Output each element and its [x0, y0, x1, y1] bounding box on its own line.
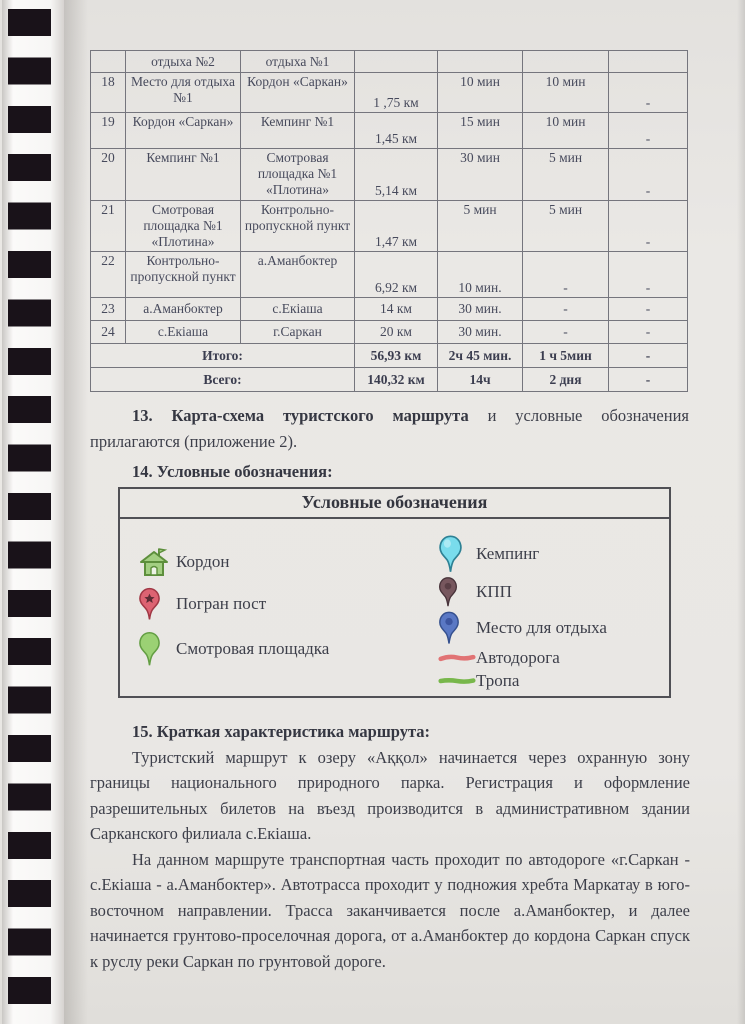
section-15 — [90, 719, 690, 974]
table-total-cell-note: - — [609, 344, 688, 368]
scan-edge-shadow — [737, 0, 745, 1024]
paragraph-15-2: На данном маршруте транспортная часть проходит по автодороге «г.Саркан - с.Екіаша - а.Аманбоктер». Автотрасса проходит у подножия хребта Маркатау в юго-восточном направлении. Трасса заканчивается после а.Аманбоктер, и далее начинается грунтово-проселочная дорога, от а.Аманбоктер до кордона Саркан спуск к руслу реки Саркан по грунтовой дороге. — [90, 849, 690, 971]
table-total-cell-t1: 2ч 45 мин. — [438, 344, 523, 368]
table-cell-to: Кемпинг №1 — [241, 113, 355, 149]
table-cell-note: - — [609, 201, 688, 252]
table-cell-t2: - — [523, 252, 609, 298]
table-total-label: Итого: — [91, 344, 355, 368]
paragraph-15-1: Туристский маршрут к озеру «Аққол» начинается через охранную зону границы национального природного парка. Регистрация и оформление разрешительных билетов на въезд производится в административном здании Сарканского филиала с.Екіаша. — [90, 747, 690, 843]
table-cell-num: 18 — [91, 73, 126, 113]
legend-item-road — [432, 648, 661, 668]
rest-area-pin-icon — [432, 611, 476, 645]
legend-item-trail — [432, 671, 661, 691]
legend-label: Автодорога — [476, 648, 560, 667]
table-cell-dist: 20 км — [355, 321, 438, 344]
table-cell-num — [91, 51, 126, 73]
table-total-cell-t2: 1 ч 5мин — [523, 344, 609, 368]
legend-item-viewpoint — [132, 631, 432, 667]
table-row — [91, 321, 688, 344]
table-cell-t1 — [438, 51, 523, 73]
legend-label: Погран пост — [176, 594, 267, 613]
table-cell-note — [609, 51, 688, 73]
table-cell-to: Смотровая площадка №1 «Плотина» — [241, 149, 355, 201]
table-row — [91, 113, 688, 149]
checkpoint-pin-icon — [432, 576, 476, 608]
table-cell-from: Кордон «Саркан» — [126, 113, 241, 149]
table-total-cell-note: - — [609, 368, 688, 392]
table-cell-from: Контрольно-пропускной пункт — [126, 252, 241, 298]
route-table-body — [91, 51, 688, 392]
legend-label: Смотровая площадка — [176, 639, 330, 658]
table-cell-t2: - — [523, 321, 609, 344]
legend-label: Место для отдыха — [476, 618, 607, 637]
table-cell-num: 23 — [91, 298, 126, 321]
border-post-pin-icon — [132, 587, 176, 621]
legend-body — [120, 519, 669, 694]
table-total-cell-dist: 140,32 км — [355, 368, 438, 392]
heading-15: 15. Краткая характеристика маршрута: — [132, 722, 431, 741]
legend-label: Кордон — [176, 552, 230, 571]
table-row — [91, 149, 688, 201]
table-cell-t1: 10 мин. — [438, 252, 523, 298]
table-cell-note: - — [609, 73, 688, 113]
table-total-row — [91, 368, 688, 392]
table-total-cell-t1: 14ч — [438, 368, 523, 392]
paragraph-13 — [90, 403, 689, 455]
table-row — [91, 298, 688, 321]
legend-left-column — [132, 535, 432, 694]
viewpoint-pin-icon — [132, 631, 176, 667]
table-cell-t2: 10 мин — [523, 73, 609, 113]
table-cell-t1: 10 мин — [438, 73, 523, 113]
table-total-cell-t2: 2 дня — [523, 368, 609, 392]
table-cell-note: - — [609, 321, 688, 344]
table-row — [91, 51, 688, 73]
table-cell-from: с.Екіаша — [126, 321, 241, 344]
table-cell-to: г.Саркан — [241, 321, 355, 344]
table-cell-num: 20 — [91, 149, 126, 201]
table-cell-dist: 1,45 км — [355, 113, 438, 149]
table-cell-t2: - — [523, 298, 609, 321]
table-total-label: Всего: — [91, 368, 355, 392]
kordon-house-icon — [132, 547, 176, 577]
table-cell-from: Место для отдыха №1 — [126, 73, 241, 113]
table-row — [91, 252, 688, 298]
table-cell-dist: 6,92 км — [355, 252, 438, 298]
legend-item-checkpoint — [432, 576, 661, 608]
table-cell-note: - — [609, 149, 688, 201]
table-cell-to: с.Екіаша — [241, 298, 355, 321]
binding-teeth — [8, 0, 51, 1024]
legend-label: КПП — [476, 582, 512, 601]
table-total-cell-dist: 56,93 км — [355, 344, 438, 368]
legend-item-border-post — [132, 587, 432, 621]
table-row — [91, 201, 688, 252]
table-cell-to: Кордон «Саркан» — [241, 73, 355, 113]
comb-binding — [0, 0, 80, 1024]
legend-item-rest-area — [432, 611, 661, 645]
legend-label: Тропа — [476, 671, 520, 690]
table-cell-from: отдыха №2 — [126, 51, 241, 73]
paragraph-13-bold: 13. Карта-схема туристского маршрута — [132, 406, 469, 425]
table-cell-t1: 30 мин — [438, 149, 523, 201]
table-cell-note: - — [609, 252, 688, 298]
table-cell-num: 24 — [91, 321, 126, 344]
table-cell-t1: 30 мин. — [438, 298, 523, 321]
page-edge-shadow — [64, 0, 88, 1024]
legend-item-kordon — [132, 547, 432, 577]
table-cell-num: 22 — [91, 252, 126, 298]
table-cell-dist: 14 км — [355, 298, 438, 321]
table-cell-dist: 5,14 км — [355, 149, 438, 201]
table-cell-from: Кемпинг №1 — [126, 149, 241, 201]
route-table — [90, 50, 688, 392]
legend-box — [118, 487, 671, 698]
trail-line-icon — [432, 675, 476, 687]
legend-title: Условные обозначения — [120, 489, 669, 519]
legend-label: Кемпинг — [476, 544, 540, 563]
legend-item-camping — [432, 535, 661, 573]
table-cell-t2 — [523, 51, 609, 73]
heading-14: 14. Условные обозначения: — [132, 462, 333, 481]
table-cell-dist — [355, 51, 438, 73]
paragraph-13-rest: и условные обозначения прилагаются (приложение 2). — [90, 406, 689, 451]
table-cell-to: а.Аманбоктер — [241, 252, 355, 298]
table-cell-from: Смотровая площадка №1 «Плотина» — [126, 201, 241, 252]
table-cell-num: 21 — [91, 201, 126, 252]
road-line-icon — [432, 652, 476, 664]
table-cell-note: - — [609, 298, 688, 321]
table-cell-dist: 1 ,75 км — [355, 73, 438, 113]
table-cell-t2: 10 мин — [523, 113, 609, 149]
table-cell-t1: 5 мин — [438, 201, 523, 252]
table-cell-dist: 1,47 км — [355, 201, 438, 252]
table-cell-t2: 5 мин — [523, 201, 609, 252]
table-cell-t1: 30 мин. — [438, 321, 523, 344]
table-cell-note: - — [609, 113, 688, 149]
table-cell-from: а.Аманбоктер — [126, 298, 241, 321]
table-cell-t2: 5 мин — [523, 149, 609, 201]
table-cell-t1: 15 мин — [438, 113, 523, 149]
table-cell-to: Контрольно-пропускной пункт — [241, 201, 355, 252]
table-row — [91, 73, 688, 113]
table-total-row — [91, 344, 688, 368]
table-cell-to: отдыха №1 — [241, 51, 355, 73]
table-cell-num: 19 — [91, 113, 126, 149]
legend-right-column — [432, 535, 661, 694]
camping-pin-icon — [432, 535, 476, 573]
